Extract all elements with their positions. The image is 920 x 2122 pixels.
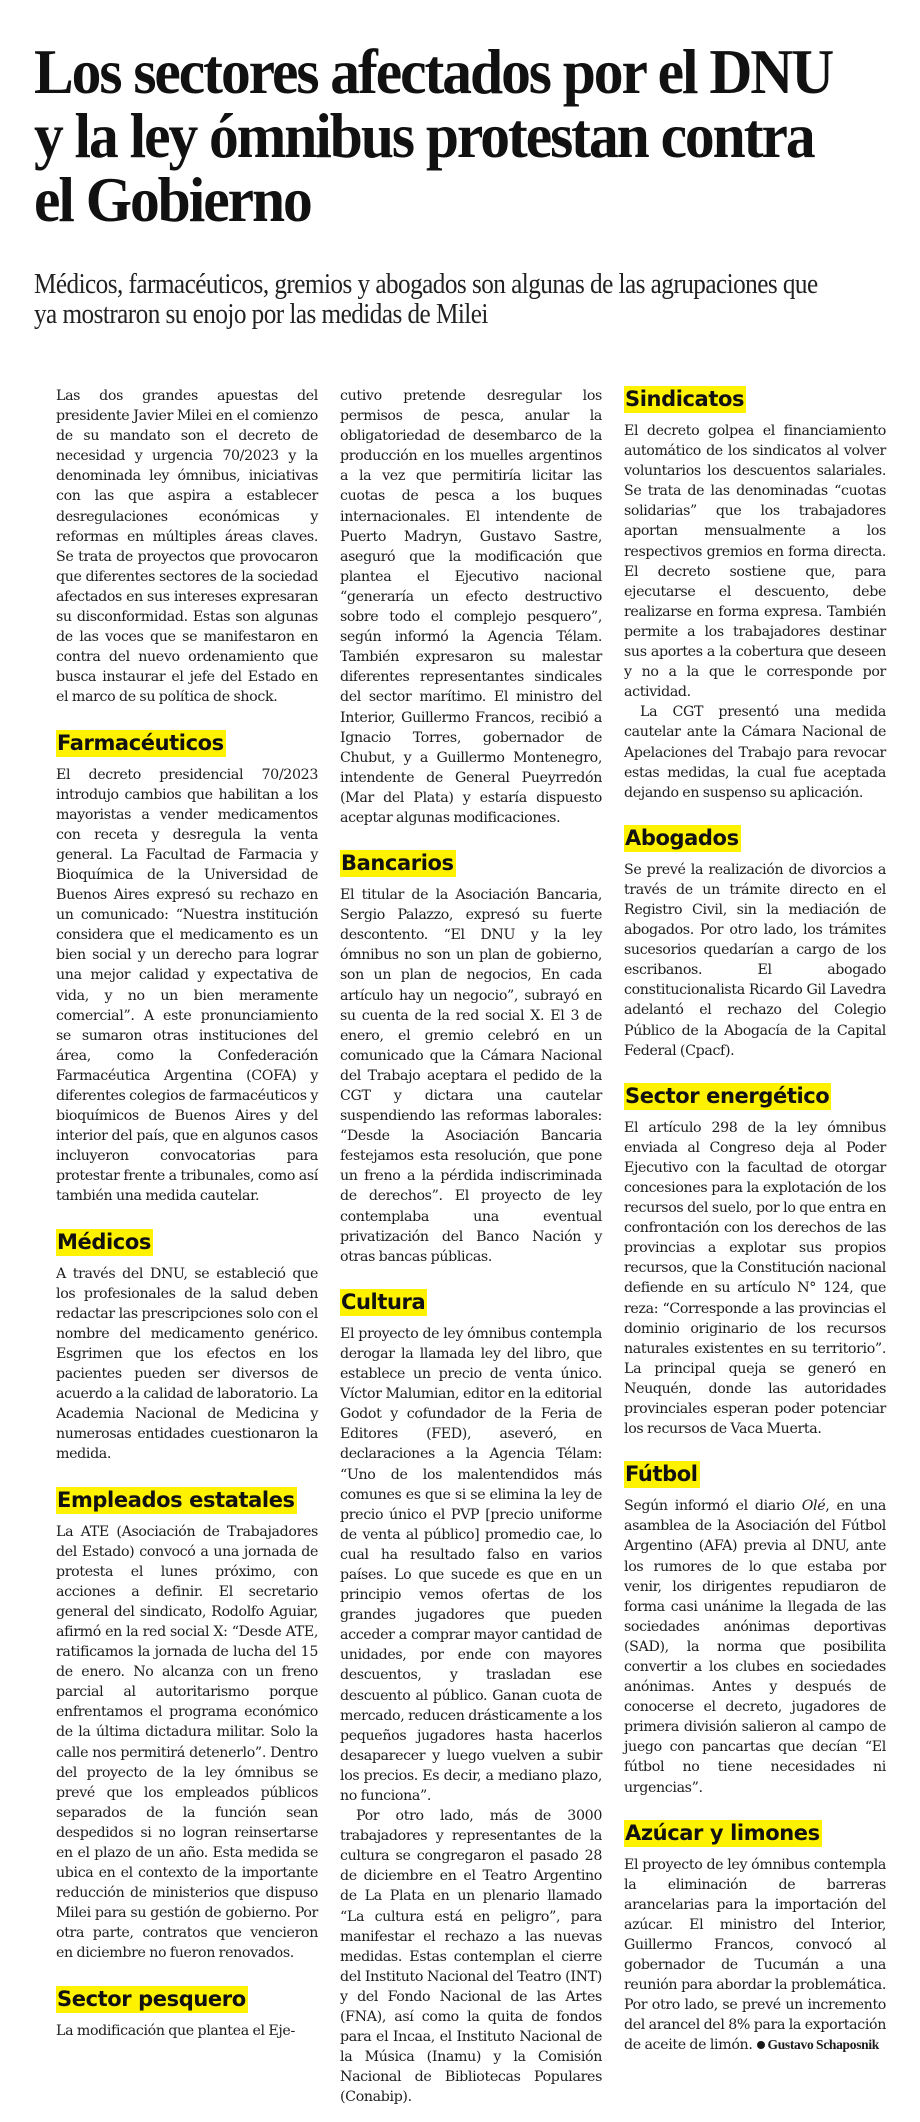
section-paragraph: El decreto golpea el financiamiento automático de los sindicatos al volver voluntarios los descuentos salariales. Se trata de las denominadas “cuotas solidarias” que los trabajadores aportan mensualmente a los respectivos gremios en forma directa. El decreto sostiene que, para ejecutarse el descuento, debe realizarse en forma expresa. También permite a los trabajadores destinar sus aportes a la cobertura que deseen y no a la que le corresponde por actividad. bbox=[624, 423, 886, 701]
byline-bullet-icon bbox=[757, 2041, 765, 2049]
section-heading-sector-pesquero: Sector pesquero bbox=[57, 1986, 246, 2011]
section-paragraph: La ATE (Asociación de Trabajadores del Estado) convocó a una jornada de protesta el lunes próximo, con acciones a definir. El secretario general del sindicato, Rodolfo Aguiar, afirmó en la red social X: “Desde ATE, ratificamos la jornada de lucha del 15 de enero. No alcanza con un freno parcial al autoritarismo porque enfrentamos el programa económico de la última dictadura militar. Solo la calle nos permitirá detenerlo”. Dentro del proyecto de la ley ómnibus se prevé que los empleados públicos separados de la función sean despedidos si no logran reinsertarse en el plazo de un año. Esta medida se ubica en el contexto de la importante reducción de ministerios que dispuso Milei para su gestión de gobierno. Por otra parte, contratos que vencieron en diciembre no fueron renovados. bbox=[56, 1523, 318, 1962]
section-heading-empleados-estatales: Empleados estatales bbox=[57, 1487, 295, 1512]
newspaper-name: Olé bbox=[801, 1498, 826, 1515]
section-heading-medicos: Médicos bbox=[57, 1229, 151, 1254]
column-3 bbox=[624, 386, 886, 2108]
section-paragraph: La CGT presentó una medida cautelar ante la Cámara Nacional de Apelaciones del Trabajo para revocar estas medidas, la cual fue aceptada dejando en suspenso su aplicación. bbox=[624, 704, 886, 801]
section-paragraph: Se prevé la realización de divorcios a través de un trámite directo en el Registro Civil, sin la mediación de abogados. Por otro lado, los trámites sucesorios quedarían a cargo de los escribanos. El abogado constitucionalista Ricardo Gil Lavedra adelantó el rechazo del Colegio Público de la Abogacía de la Capital Federal (Cpacf). bbox=[624, 861, 886, 1059]
section-paragraph: El proyecto de ley ómnibus contempla derogar la llamada ley del libro, que establece un precio de venta único. Víctor Malumian, editor en la editorial Godot y cofundador de la Feria de Editores (FED), aseveró, en declaraciones a la Agencia Télam: “Uno de los malentendidos más comunes es que si se elimina la ley de precio único el PVP [precio uniforme de venta al público] promedio cae, lo cual ha resultado falso en varios países. Lo que sucede es que en un principio vemos ofertas de los grandes jugadores que pueden acceder a comprar mayor cantidad de unidades, por ende con mayores descuentos, y trasladan ese descuento al público. Ganan cuota de mercado, reducen drásticamente a los pequeños jugadores hasta hacerlos desaparecer y luego vuelven a subir los precios. Es decir, a mediano plazo, no funciona”. bbox=[340, 1325, 602, 1804]
section-paragraph-continued: cutivo pretende desregular los permisos de pesca, anular la obligatoriedad de desembarco de la producción en los muelles argentinos a la vez que permitiría licitar las cuotas de pesca a los buques internacionales. El intendente de Puerto Madryn, Gustavo Sastre, aseguró que la modificación que plantea el Ejecutivo nacional “generaría un efecto destructivo sobre todo el complejo pesquero”, según informó la Agencia Télam. También expresaron su malestar diferentes representantes sindicales del sector marítimo. El ministro del Interior, Guillermo Francos, recibió a Ignacio Torres, gobernador de Chubut, y a Guillermo Montenegro, intendente de General Pueyrredón (Mar del Plata) y estaría dispuesto aceptar algunas modificaciones. bbox=[340, 388, 602, 826]
section-heading-futbol: Fútbol bbox=[625, 1462, 698, 1487]
column-2 bbox=[340, 386, 602, 2108]
section-paragraph: El decreto presidencial 70/2023 introdujo cambios que habilitan a los mayoristas a vender medicamentos con receta y desregula la venta general. La Facultad de Farmacia y Bioquímica de la Universidad de Buenos Aires expresó su rechazo en un comunicado: “Nuestra institución considera que el medicamento es un bien social y un derecho para lograr una mejor calidad y expectativa de vida, y no un bien meramente comercial”. A este pronunciamiento se sumaron otras instituciones del área, como la Confederación Farmacéutica Argentina (COFA) y diferentes colegios de farmacéuticos y bioquímicos de Buenos Aires y del interior del país, que en algunos casos incluyeron convocatorias para protestar frente a tribunales, como así también una medida cautelar. bbox=[56, 766, 318, 1205]
section-paragraph: El artículo 298 de la ley ómnibus enviada al Congreso deja al Poder Ejecutivo con la facultad de otorgar concesiones para la explotación de los recursos del suelo, por lo que entra en confrontación con los derechos de las provincias a explotar sus propios recursos, que la Constitución nacional defiende en su artículo N° 124, que reza: “Corresponde a las provincias el dominio originario de los recursos naturales existentes en su territorio”. La principal queja se generó en Neuquén, donde las autoridades provinciales esperan poder potenciar los recursos de Vaca Muerta. bbox=[624, 1119, 886, 1438]
column-1 bbox=[56, 386, 318, 2108]
section-paragraph: Según informó el diario Olé, en una asamblea de la Asociación del Fútbol Argentino (AFA) previa al DNU, ante los rumores de lo que estaba por venir, los dirigentes repudiaron de forma casi unánime la llegada de las sociedades anónimas deportivas (SAD), la norma que posibilita convertir a los clubes en sociedades anónimas. Antes y después de conocerse el decreto, jugadores de primera división salieron al campo de juego con pancartas que decían “El fútbol no tiene necesidades ni urgencias”. bbox=[624, 1498, 886, 1796]
section-heading-cultura: Cultura bbox=[341, 1289, 426, 1314]
intro-paragraph: Las dos grandes apuestas del presidente Javier Milei en el comienzo de su mandato son el decreto de necesidad y urgencia 70/2023 y la denominada ley ómnibus, iniciativas con las que aspira a establecer desregulaciones económicas y reformas en múltiples áreas claves. Se trata de proyectos que provocaron que diferentes sectores de la sociedad afectados en sus intereses expresaran su disconformidad. Estas son algunas de las voces que se manifestaron en contra del nuevo ordenamiento que busca instaurar el jefe del Estado en el marco de su política de shock. bbox=[56, 388, 318, 706]
section-paragraph: El proyecto de ley ómnibus contempla la eliminación de barreras arancelarias para la importación del azúcar. El ministro del Interior, Guillermo Francos, convocó al gobernador de Tucumán a una reunión para abordar la problemática. Por otro lado, se prevé un incremento del arancel del 8% para la exportación de aceite de limón. Gustavo Schaposnik bbox=[624, 1856, 886, 2054]
section-heading-abogados: Abogados bbox=[625, 825, 739, 850]
section-heading-bancarios: Bancarios bbox=[341, 851, 454, 876]
article-headline: Los sectores afectados por el DNU y la ley ómnibus protestan contra el Gobierno bbox=[34, 36, 833, 235]
section-paragraph: El titular de la Asociación Bancaria, Sergio Palazzo, expresó su fuerte descontento. “El DNU y la ley ómnibus no son un plan de gobierno, son un plan de negocios, En cada artículo hay un negocio”, subrayó en su cuenta de la red social X. El 3 de enero, el gremio celebró en un comunicado que la Cámara Nacional del Trabajo aceptara el pedido de la CGT y dictara una cautelar suspendiendo las reformas laborales: “Desde la Asociación Bancaria festejamos esta resolución, que pone un freno a la pérdida indiscriminada de derechos”. El proyecto de ley contemplaba una eventual privatización del Banco Nación y otras bancas públicas. bbox=[340, 887, 602, 1265]
section-paragraph: Por otro lado, más de 3000 trabajadores y representantes de la cultura se congregaron el pasado 28 de diciembre en el Teatro Argentino de La Plata en un plenario llamado “La cultura está en peligro”, para manifestar el rechazo a las nuevas medidas. Estas contemplan el cierre del Instituto Nacional del Teatro (INT) y del Fondo Nacional de las Artes (FNA), así como la quita de fondos para el Incaa, el Instituto Nacional de la Música (Inamu) y la Comisión Nacional de Bibliotecas Populares (Conabip). bbox=[340, 1808, 602, 2106]
author-byline: Gustavo Schaposnik bbox=[767, 2037, 880, 2053]
section-heading-azucar-y-limones: Azúcar y limones bbox=[625, 1820, 820, 1845]
section-paragraph: La modificación que plantea el Eje- bbox=[56, 2022, 295, 2039]
article-subheadline: Médicos, farmacéuticos, gremios y abogados son algunas de las agrupaciones que ya mostraron su enojo por las medidas de Milei bbox=[34, 269, 818, 330]
section-heading-sindicatos: Sindicatos bbox=[625, 387, 745, 411]
section-heading-farmaceuticos: Farmacéuticos bbox=[57, 730, 224, 755]
article-body bbox=[56, 386, 896, 2108]
section-heading-sector-energetico: Sector energético bbox=[625, 1083, 830, 1108]
section-paragraph: A través del DNU, se estableció que los profesionales de la salud deben redactar las prescripciones solo con el nombre del medicamento genérico. Esgrimen que los efectos en los pacientes pueden ser diversos de acuerdo a la calidad de laboratorio. La Academia Nacional de Medicina y numerosas entidades cuestionaron la medida. bbox=[56, 1265, 318, 1463]
